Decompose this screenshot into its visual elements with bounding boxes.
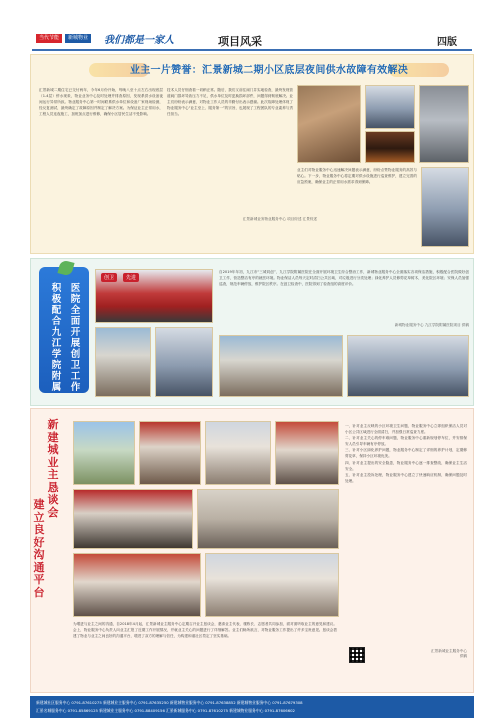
logo-text: 新城物业 bbox=[65, 34, 91, 43]
photo-inspection bbox=[421, 167, 469, 247]
photo-pipe-valve bbox=[365, 131, 415, 163]
article-banner bbox=[89, 61, 449, 79]
page-number: 四版 bbox=[437, 37, 457, 48]
logo-mark: 当代节能 bbox=[36, 34, 62, 43]
article-byline: 汇景新城业主服务中心 供稿 bbox=[431, 649, 467, 658]
photo-courtyard bbox=[73, 421, 135, 485]
photo-repair-hands bbox=[297, 85, 361, 163]
article-headline: 业主一片赞誉：汇景新城二期小区底层夜间供水故障有效解决 bbox=[129, 65, 409, 76]
article-body-col3: 业主们对物业服务中心迅速解决问题表示满意，纷纷点赞物业服务的高效与贴心。下一步，物业服务中心将定期对供水设施进行巡查维护，建立完善的应急预案，确保业主的正常用水需求得到保障。 bbox=[297, 168, 417, 185]
article-water-supply bbox=[30, 54, 474, 254]
footer-contacts-2: 汇景名城服务中心 0791-85869125 新建城业主服务中心 0791-88409156 汇景新城服务中心 0791-87610275 新建城物业服务中心 0791-87606602 bbox=[36, 708, 295, 713]
slogan: 我们都是一家人 bbox=[104, 35, 174, 46]
brand-logo bbox=[36, 34, 91, 43]
footer-contacts-1: 新建城社区服务中心 0791-87610275 新建城业主服务中心 0791-87635250 新建城物业服务中心 0791-87638852 新建城物业服务中心 0791-87679308 bbox=[36, 700, 303, 705]
photo-hospital-entrance bbox=[219, 335, 343, 397]
qr-code-icon bbox=[349, 647, 365, 663]
article-byline: 汇景新城业务物业服务中心 项目综述 汇景综述 bbox=[242, 217, 317, 221]
article-hospital-sanitation bbox=[30, 258, 474, 406]
vertical-headline-panel bbox=[39, 267, 89, 393]
photo-forum-room bbox=[197, 489, 339, 549]
photo-workers bbox=[365, 85, 415, 129]
photo-equipment-room bbox=[419, 85, 469, 163]
badge-advanced: 先进 bbox=[123, 273, 139, 282]
headline-line-1: 医院全面开展创卫工作 bbox=[70, 283, 81, 393]
header-divider bbox=[32, 49, 472, 51]
article-sidebar-text: 一、针对业主反映的小区环境卫生问题，物业服务中心立即组织保洁人员对小区公共区域进行全面清扫，并加强日常巡查力度。 二、针对业主关心的停车难问题，物业服务中心重新规划停车位，并安排保安人员引导车辆有序停放。 三、针对小区绿化养护问题，物业服务中心制定了详细的养护计划，定期修剪花草，保持小区环境优美。 四、针对业主提出的安全隐患，物业服务中心逐一排查整改，确保业主生活安全。 五、针对业主投诉处理，物业服务中心建立了快速响应机制，确保问题及时处理。 bbox=[345, 424, 467, 483]
headline-line-2: 积极配合九江学院附属 bbox=[51, 283, 62, 393]
photo-meeting-hall bbox=[139, 421, 201, 485]
headline-line-2: 建立良好沟通平台 bbox=[33, 498, 45, 599]
photo-audience bbox=[73, 553, 201, 617]
page-footer bbox=[30, 696, 474, 718]
photo-residents bbox=[275, 421, 339, 485]
article-body-col2: 技术人员仔细查看一切稍正常。随后，我们又前往阀门井实地检查，最终发现管道阀门损坏导致压力不足，供水单位及时更换损坏部件，问题得到彻底解决。业主们纷纷表示满意，对物业工作人员的辛勤付出表示感谢。此次故障处理体现了物业服务中心“业主至上、服务第一”的宗旨，也展现了工程团队的专业素养与责任担当。 bbox=[167, 88, 293, 117]
article-body-col1: 汇景新城二期住宅已交付两年，今年6月份开始，每晚八至十点左右出现底层（1-4层）停水现象，物业业务中心及时处理并排查原因，发现系供水设备夜间运行异常所致。物业服务中心第一时间联系供水单位和设备厂家现场检测，经反复测试，最终确定了故障原因并制定了解决方案。为保证业主正常用水，工程人员连夜施工，加班加点进行维修，确保小区居民生活不受影响。 bbox=[39, 88, 163, 117]
article-byline: 新城物业服务中心 九江学院附属医院项目 供稿 bbox=[394, 323, 469, 327]
photo-street-cleaning bbox=[347, 335, 469, 397]
section-title: 项目风采 bbox=[218, 35, 262, 48]
article-owner-forum bbox=[30, 408, 474, 693]
badge-sanitation: 创卫 bbox=[101, 273, 117, 282]
article-body: 自2019年年初，九江市“三城同创”、九江学院附属医院在全面开展环境卫生综合整治工作，新城物业服务中心全面落实各项保洁措施，积极配合医院做好创卫工作，营造整洁有序的就医环境。物业保洁人员每天定时清扫公共区域，对垃圾进行分类处理；绿化养护人员修剪花草树木，美化院区环境；安保人员加强巡查，规范车辆停放，维护院区秩序。在创卫检查中，医院得到了检查组的高度评价。 bbox=[219, 270, 469, 287]
photo-building bbox=[95, 327, 151, 397]
leaf-icon bbox=[57, 259, 74, 276]
headline-line-1: 新建城业主恳谈会 bbox=[47, 418, 59, 519]
article-body: 为增进与业主之间的沟通，自2018年4月起，汇景新城业主服务中心定期召开业主恳谈会，邀请业主代表、楼栋长、志愿者共同参加，面对面听取业主的意见和建议。会上，物业服务中心负责人向业主汇报了近期工作开展情况，并就业主关心的问题进行了详细解答。业主们畅所欲言，对物业服务工作提出了许多宝贵意见。恳谈会搭建了物业与业主之间良好的沟通平台，增进了双方的理解与信任，为构建和谐社区奠定了坚实基础。 bbox=[73, 622, 337, 639]
photo-service-center bbox=[205, 421, 271, 485]
photo-forum-stage bbox=[73, 489, 193, 549]
photo-cleaning-staff bbox=[155, 327, 213, 397]
page-header bbox=[0, 0, 500, 48]
photo-discussion bbox=[205, 553, 339, 617]
